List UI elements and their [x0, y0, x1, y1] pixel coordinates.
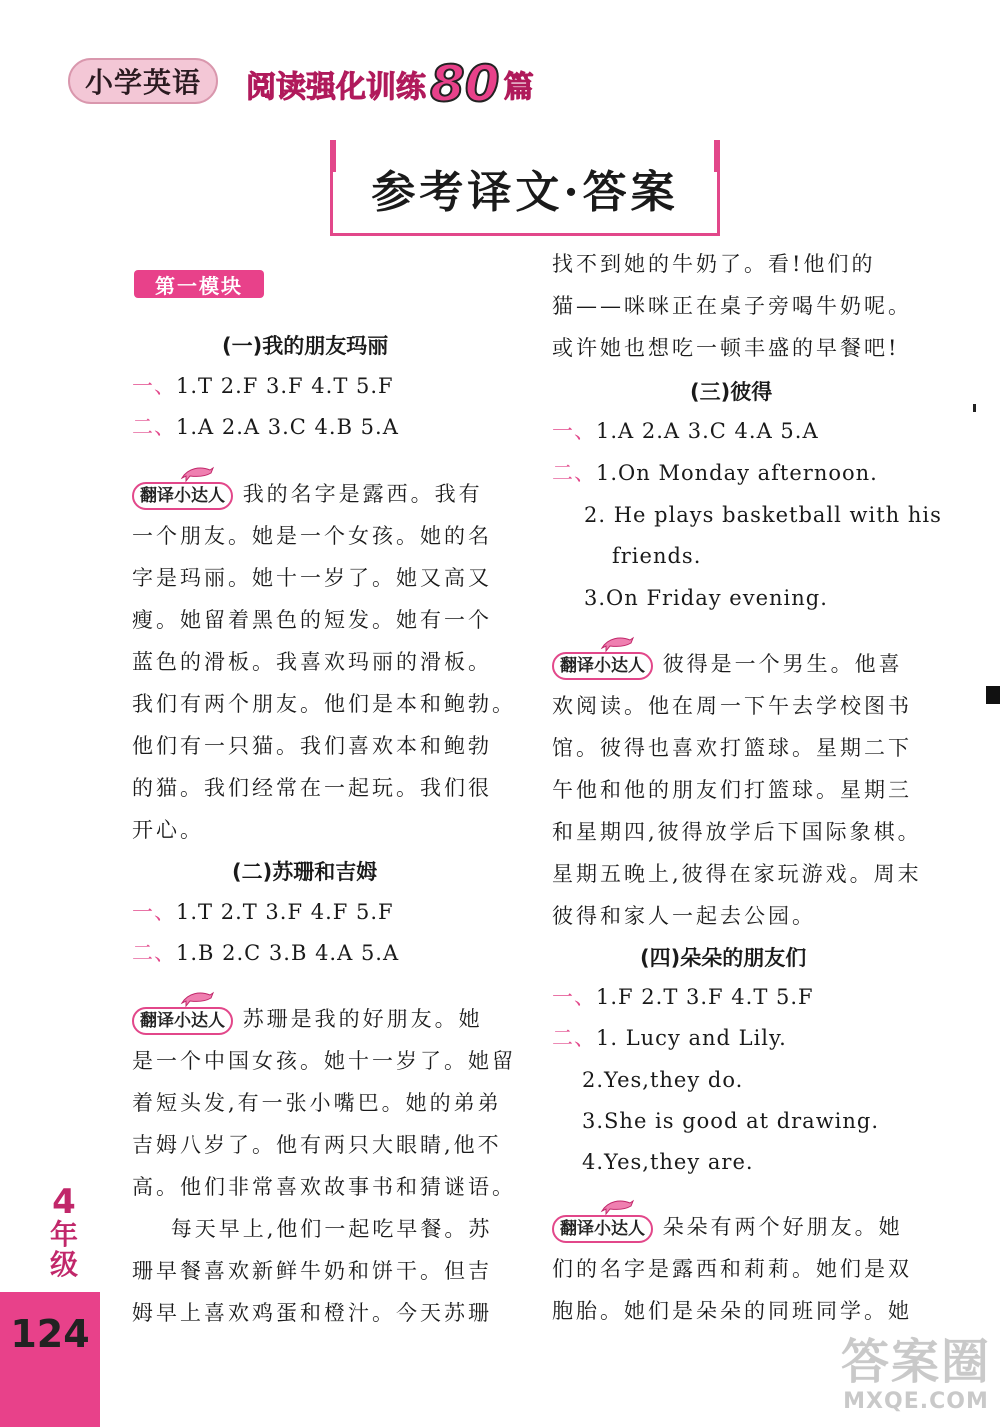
translation-line: 馆。彼得也喜欢打篮球。星期二下 [552, 736, 912, 760]
answer-num: 二、 [132, 415, 176, 439]
answer-item: 3.She is good at drawing. [582, 1109, 880, 1133]
watermark-main: 答案圈 [840, 1334, 991, 1390]
translation-line: 每天早上,他们一起吃早餐。苏 [132, 1217, 493, 1241]
answer-item: 3.On Friday evening. [584, 586, 828, 610]
answer-num: 一、 [132, 900, 176, 924]
answer-values: 1.T 2.F 3.F 4.T 5.F [176, 374, 394, 398]
translation-line: 和星期四,彼得放学后下国际象棋。 [552, 820, 922, 844]
continued-translation [552, 250, 912, 362]
translator-badge [132, 482, 233, 510]
answer-num: 一、 [552, 985, 596, 1009]
page-number-box [0, 1292, 100, 1427]
translation-line: 着短头发,有一张小嘴巴。她的弟弟 [132, 1091, 502, 1115]
answer-item: 2. He plays basketball with his [584, 503, 942, 527]
section-title-frame [330, 167, 720, 236]
answer-num: 二、 [552, 1026, 596, 1050]
section-heading-4: (四)朵朵的朋友们 [640, 946, 807, 970]
grade-label [24, 1184, 104, 1280]
translation-text: 朵朵有两个好朋友。她 [662, 1215, 903, 1239]
translation-line: 姆早上喜欢鸡蛋和橙汁。今天苏珊 [132, 1301, 492, 1325]
dolphin-icon [180, 989, 214, 1007]
book-title-post: 篇 [503, 70, 534, 105]
translation-block-2 [132, 1047, 516, 1327]
translation-line: 星期五晚上,彼得在家玩游戏。周末 [552, 862, 922, 886]
translation-line: 欢阅读。他在周一下午去学校图书 [552, 694, 912, 718]
translation-line: 高。他们非常喜欢故事书和猜谜语。 [132, 1175, 516, 1199]
badge-label: 翻译小达人 [560, 1218, 645, 1239]
answer-num: 二、 [552, 461, 596, 485]
series-label: 小学英语 [68, 58, 218, 104]
translation-line: 珊早餐喜欢新鲜牛奶和饼干。但吉 [132, 1259, 492, 1283]
answer-values: 1.A 2.A 3.C 4.A 5.A [596, 419, 819, 443]
translator-badge [552, 1215, 653, 1243]
badge-label: 翻译小达人 [140, 1010, 225, 1031]
answer-values: 1.T 2.T 3.F 4.F 5.F [176, 900, 394, 924]
translation-line: 或许她也想吃一顿丰盛的早餐吧! [552, 336, 900, 360]
answer-row-1-1 [132, 372, 394, 400]
answer-values: 1.A 2.A 3.C 4.B 5.A [176, 415, 399, 439]
section-heading-3: (三)彼得 [690, 380, 773, 404]
translation-text: 苏珊是我的好朋友。她 [242, 1007, 483, 1031]
answer-item: 4.Yes,they are. [582, 1150, 754, 1174]
answer-values: 1.F 2.T 3.F 4.T 5.F [596, 985, 814, 1009]
answer-values: 1.B 2.C 3.B 4.A 5.A [176, 941, 400, 965]
edge-tab-mark [986, 686, 1000, 704]
translation-first-line [132, 1005, 483, 1035]
dolphin-icon [180, 464, 214, 482]
translator-badge [552, 652, 653, 680]
grade-unit: 年级 [49, 1218, 78, 1281]
translation-line: 开心。 [132, 818, 204, 842]
translation-line: 吉姆八岁了。他有两只大眼睛,他不 [132, 1133, 502, 1157]
section-title: 参考译文·答案 [371, 167, 679, 218]
translation-line: 是一个中国女孩。她十一岁了。她留 [132, 1049, 516, 1073]
answer-item: friends. [612, 544, 702, 568]
answer-num: 二、 [132, 941, 176, 965]
translator-badge [132, 1007, 233, 1035]
watermark [836, 1334, 996, 1422]
translation-line: 字是玛丽。她十一岁了。她又高又 [132, 566, 492, 590]
translation-line: 猫——咪咪正在桌子旁喝牛奶呢。 [552, 294, 912, 318]
answer-row-4-2 [552, 1024, 787, 1052]
section-heading-1: (一)我的朋友玛丽 [222, 334, 389, 358]
badge-label: 翻译小达人 [560, 655, 645, 676]
translation-line: 找不到她的牛奶了。看!他们的 [552, 252, 876, 276]
section-heading-2: (二)苏珊和吉姆 [232, 860, 378, 884]
answer-row-2-2 [132, 939, 399, 967]
translation-line: 们的名字是露西和莉莉。她们是双 [552, 1257, 912, 1281]
answer-row-2-1 [132, 898, 394, 926]
book-title-number: 80 [430, 55, 500, 113]
grade-number: 4 [52, 1182, 76, 1222]
translation-block-1 [132, 522, 516, 844]
translation-line: 胞胎。她们是朵朵的同班同学。她 [552, 1299, 912, 1323]
answer-item: 2.Yes,they do. [582, 1068, 744, 1092]
translation-block-4 [552, 1255, 912, 1325]
answer-num: 一、 [132, 374, 176, 398]
translation-line: 午他和他的朋友们打篮球。星期三 [552, 778, 912, 802]
answer-values: 1. Lucy and Lily. [596, 1026, 787, 1050]
dolphin-icon [600, 1197, 634, 1215]
translation-block-3 [552, 692, 922, 930]
translation-line: 一个朋友。她是一个女孩。她的名 [132, 524, 492, 548]
module-tag: 第一模块 [134, 270, 264, 298]
translation-first-line [552, 1213, 903, 1243]
answer-row-3-1 [552, 417, 819, 445]
watermark-sub: MXQE.COM [843, 1389, 989, 1414]
answer-row-1-2 [132, 413, 399, 441]
translation-line: 我们有两个朋友。他们是本和鲍勃。 [132, 692, 516, 716]
translation-line: 瘦。她留着黑色的短发。她有一个 [132, 608, 492, 632]
page-number: 124 [10, 1312, 90, 1356]
dolphin-icon [600, 634, 634, 652]
answer-row-3-2 [552, 459, 878, 487]
translation-first-line [552, 650, 903, 680]
answer-num: 一、 [552, 419, 596, 443]
translation-text: 彼得是一个男生。他喜 [662, 652, 903, 676]
book-title-pre: 阅读强化训练 [246, 70, 426, 105]
translation-text: 我的名字是露西。我有 [242, 482, 483, 506]
translation-line: 彼得和家人一起去公园。 [552, 904, 816, 928]
badge-label: 翻译小达人 [140, 485, 225, 506]
translation-line: 蓝色的滑板。我喜欢玛丽的滑板。 [132, 650, 492, 674]
book-title [246, 55, 534, 113]
answer-row-4-1 [552, 983, 814, 1011]
translation-line: 他们有一只猫。我们喜欢本和鲍勃 [132, 734, 492, 758]
edge-dot-mark [973, 404, 976, 412]
answer-values: 1.On Monday afternoon. [596, 461, 878, 485]
translation-first-line [132, 480, 483, 510]
translation-line: 的猫。我们经常在一起玩。我们很 [132, 776, 492, 800]
